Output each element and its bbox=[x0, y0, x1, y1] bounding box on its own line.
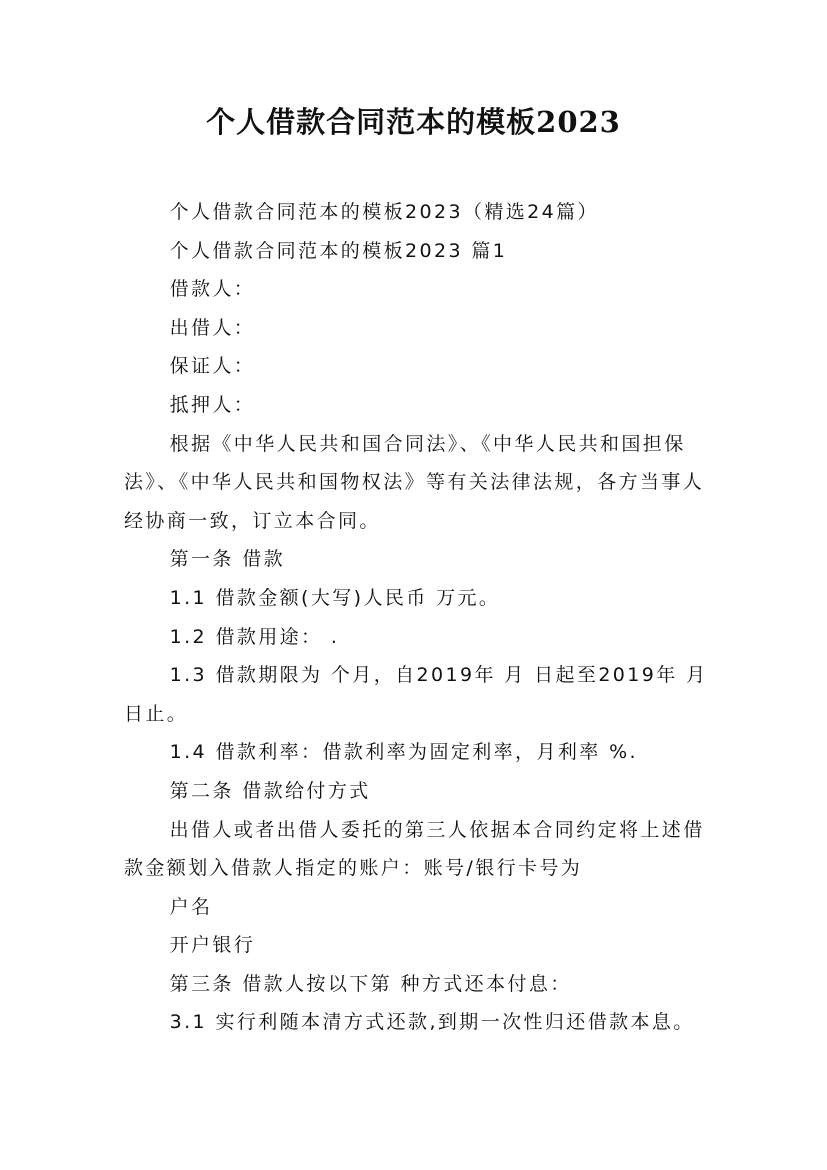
paragraph-clause-1-2: 1.2 借款用途： . bbox=[169, 625, 340, 648]
paragraph-section-heading: 个人借款合同范本的模板2023 篇1 bbox=[169, 239, 508, 262]
paragraph-clause-3-1: 3.1 实行利随本清方式还款,到期一次性归还借款本息。 bbox=[169, 1011, 695, 1034]
paragraph-article-3: 第三条 借款人按以下第 种方式还本付息： bbox=[169, 972, 572, 995]
paragraph-clause-1-1: 1.1 借款金额(大写)人民币 万元。 bbox=[169, 586, 501, 609]
paragraph-subtitle: 个人借款合同范本的模板2023（精选24篇） bbox=[169, 201, 599, 223]
paragraph-bank: 开户银行 bbox=[169, 934, 256, 957]
paragraph-borrower: 借款人： bbox=[169, 278, 256, 301]
paragraph-payment-account: 出借人或者出借人委托的第三人依据本合同约定将上述借款金额划入借款人指定的账户：账号/银行卡号为 bbox=[124, 818, 705, 880]
paragraph-clause-1-3: 1.3 借款期限为 个月，自2019年 月 日起至2019年 月 日止。 bbox=[124, 664, 708, 725]
document-body bbox=[124, 193, 709, 1042]
paragraph-legal-basis: 根据《中华人民共和国合同法》、《中华人民共和国担保法》、《中华人民共和国物权法》等有关法律法规，各方当事人经协商一致，订立本合同。 bbox=[124, 432, 705, 532]
paragraph-guarantor: 保证人： bbox=[169, 355, 256, 378]
document-title: 个人借款合同范本的模板2023 bbox=[206, 105, 621, 139]
paragraph-account-name: 户名 bbox=[169, 895, 213, 918]
paragraph-lender: 出借人： bbox=[169, 316, 256, 339]
paragraph-mortgagor: 抵押人： bbox=[169, 393, 256, 416]
paragraph-article-1: 第一条 借款 bbox=[169, 548, 286, 571]
paragraph-clause-1-4: 1.4 借款利率：借款利率为固定利率，月利率 %. bbox=[169, 741, 638, 764]
paragraph-article-2: 第二条 借款给付方式 bbox=[169, 779, 371, 802]
